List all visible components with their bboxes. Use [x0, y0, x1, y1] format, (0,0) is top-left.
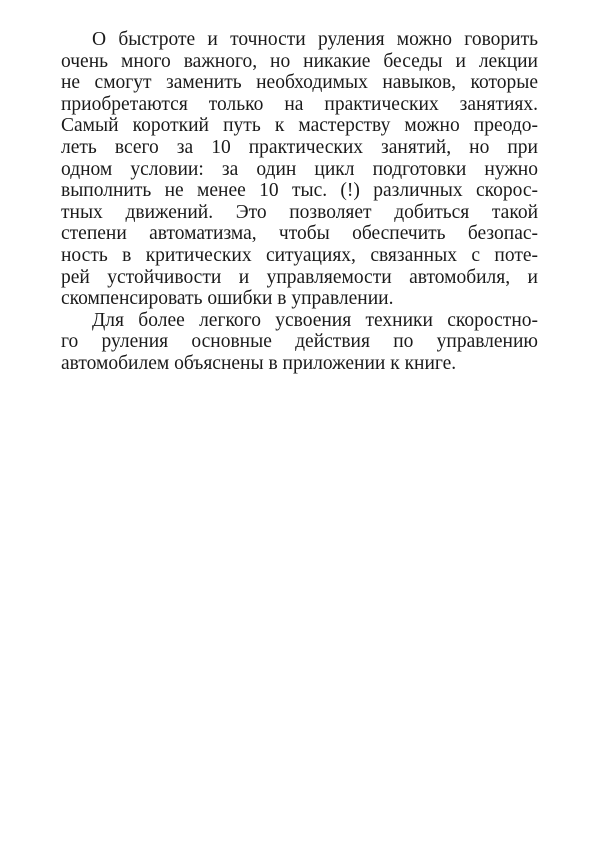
text-line: рей устойчивости и управляемости автомобиля, и [61, 266, 538, 288]
document-page [61, 29, 538, 375]
text-line: одном условии: за один цикл подготовки нужно [61, 158, 538, 180]
text-line: го руления основные действия по управлению [61, 331, 538, 353]
text-line: Для более легкого усвоения техники скоростно- [92, 309, 538, 331]
text-line: приобретаются только на практических занятиях. [61, 93, 538, 115]
text-line: О быстроте и точности руления можно говорить [92, 29, 538, 50]
text-line: тных движений. Это позволяет добиться такой [61, 201, 538, 223]
text-line: очень много важного, но никакие беседы и лекции [61, 50, 538, 72]
text-line: скомпенсировать ошибки в управлении. [61, 288, 394, 310]
text-line: ность в критических ситуациях, связанных с поте- [61, 244, 538, 266]
paragraph-1 [61, 29, 538, 310]
text-line: не смогут заменить необходимых навыков, которые [61, 72, 538, 94]
paragraph-2 [61, 310, 538, 375]
text-line: выполнить не менее 10 тыс. (!) различных скорос- [61, 180, 538, 202]
text-line: леть всего за 10 практических занятий, но при [61, 136, 538, 158]
text-line: автомобилем объяснены в приложении к книге. [61, 352, 457, 374]
text-line: Самый короткий путь к мастерству можно преодо- [61, 115, 538, 137]
text-line: степени автоматизма, чтобы обеспечить безопас- [61, 223, 538, 245]
